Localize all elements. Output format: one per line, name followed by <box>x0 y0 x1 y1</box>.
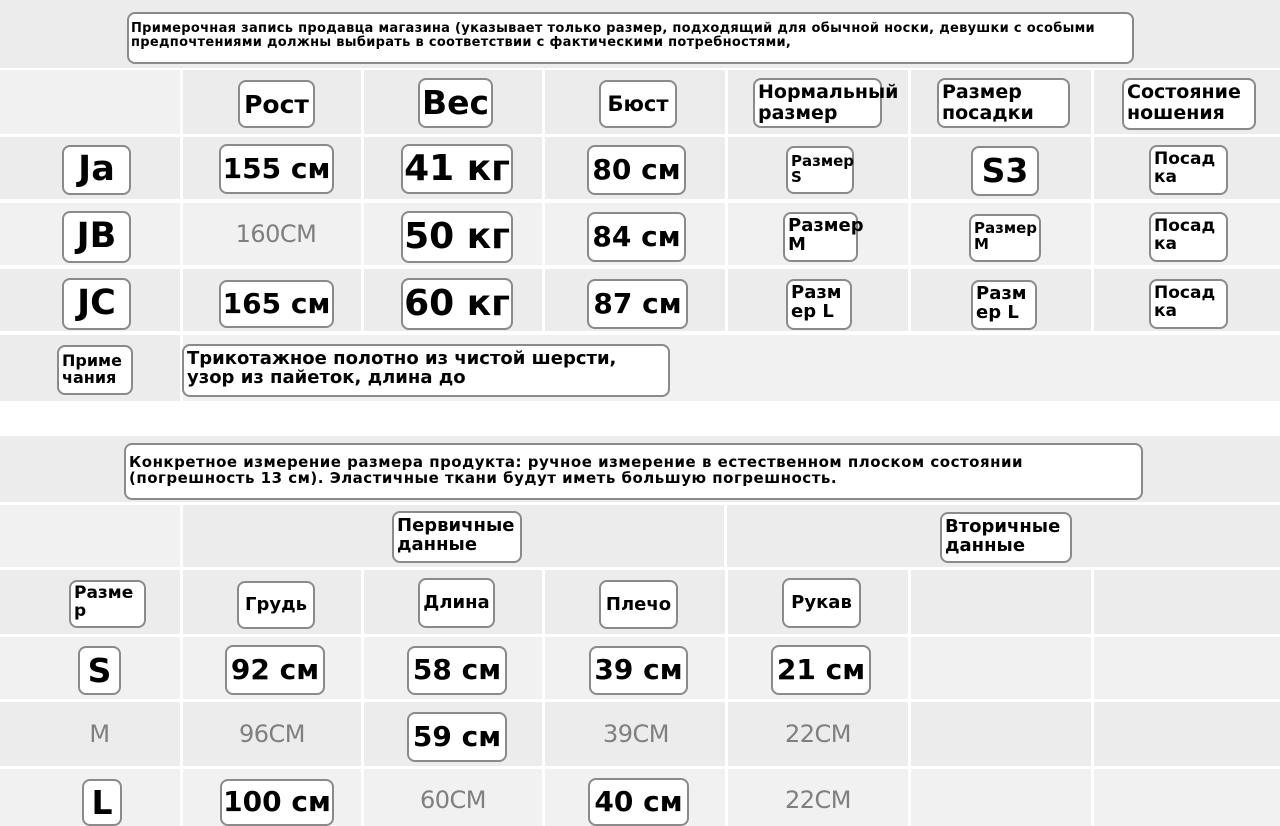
table-bg <box>911 702 1091 766</box>
normal-size-cell: Размер S <box>786 146 854 194</box>
header-weight: Вес <box>418 78 493 128</box>
header-wear-state: Состояние ношения <box>1122 78 1256 130</box>
row-label: JC <box>62 278 131 330</box>
primary-data-label: Первичные данные <box>392 511 522 563</box>
size-label: L <box>82 779 122 826</box>
chest-cell: 92 см <box>225 645 325 695</box>
fit-size-cell: Размер M <box>969 214 1041 262</box>
sleeve-cell: 21 см <box>771 645 871 695</box>
wear-cell: Посадка <box>1149 212 1228 262</box>
normal-size-cell: Размер L <box>786 279 852 330</box>
table-bg <box>911 637 1091 699</box>
length-cell: 59 см <box>407 712 507 762</box>
height-cell: 155 см <box>219 144 334 194</box>
bust-cell: 84 см <box>587 212 686 262</box>
shoulder-cell: 40 см <box>588 778 689 826</box>
bust-cell: 80 см <box>587 145 686 195</box>
height-cell: 160CM <box>235 220 317 248</box>
header-length: Длина <box>418 578 495 628</box>
bust-cell: 87 см <box>587 279 688 329</box>
header-bust: Бюст <box>599 80 677 128</box>
length-cell: 58 см <box>407 646 507 695</box>
table-bg <box>1094 769 1280 826</box>
shoulder-cell: 39CM <box>602 720 669 748</box>
header-normal-size: Нормальный размер <box>753 78 882 128</box>
fit-size-cell: Размер L <box>971 280 1037 330</box>
header-size: Размер <box>69 580 146 628</box>
table-bg <box>1094 570 1280 634</box>
fit-size-cell: S3 <box>971 146 1039 196</box>
chest-cell: 96CM <box>238 720 305 748</box>
header-shoulder: Плечо <box>599 580 678 629</box>
header-fit-size: Размер посадки <box>937 78 1070 128</box>
notes-text: Трикотажное полотно из чистой шерсти, узор из пайеток, длина до <box>182 344 670 397</box>
notes-label: Примечания <box>57 345 133 395</box>
normal-size-cell: Размер M <box>783 212 858 262</box>
height-cell: 165 см <box>219 280 334 328</box>
sleeve-cell: 22CM <box>784 720 851 748</box>
row-label: Ja <box>62 145 131 195</box>
table-bg <box>911 570 1091 634</box>
chest-cell: 100 см <box>220 779 334 826</box>
table-bg <box>0 505 180 567</box>
row-label: JB <box>62 211 131 263</box>
secondary-data-label: Вторичные данные <box>940 512 1072 563</box>
table-bg <box>911 769 1091 826</box>
weight-cell: 50 кг <box>401 211 513 263</box>
header-height: Рост <box>238 80 315 128</box>
wear-cell: Посадка <box>1149 145 1228 195</box>
header-sleeve: Рукав <box>782 578 861 628</box>
table-bg <box>1094 702 1280 766</box>
table-bg <box>1094 637 1280 699</box>
size-label: M <box>89 720 110 748</box>
shoulder-cell: 39 см <box>589 646 688 695</box>
measure-note: Конкретное измерение размера продукта: ручное измерение в естественном плоском состоянии (погрешность 13 см). Эластичные ткани будут иметь большую погрешность. <box>124 443 1143 500</box>
wear-cell: Посадка <box>1149 279 1228 329</box>
sleeve-cell: 22CM <box>784 786 851 814</box>
table-bg <box>0 70 180 134</box>
size-label: S <box>78 646 121 695</box>
length-cell: 60CM <box>419 786 486 814</box>
weight-cell: 60 кг <box>401 278 513 330</box>
header-chest: Грудь <box>237 581 315 629</box>
weight-cell: 41 кг <box>401 144 513 194</box>
fit-note: Примерочная запись продавца магазина (указывает только размер, подходящий для обычной носки, девушки с особыми предпочтениями должны выбирать в соответствии с фактическими потребностями, <box>127 12 1134 64</box>
